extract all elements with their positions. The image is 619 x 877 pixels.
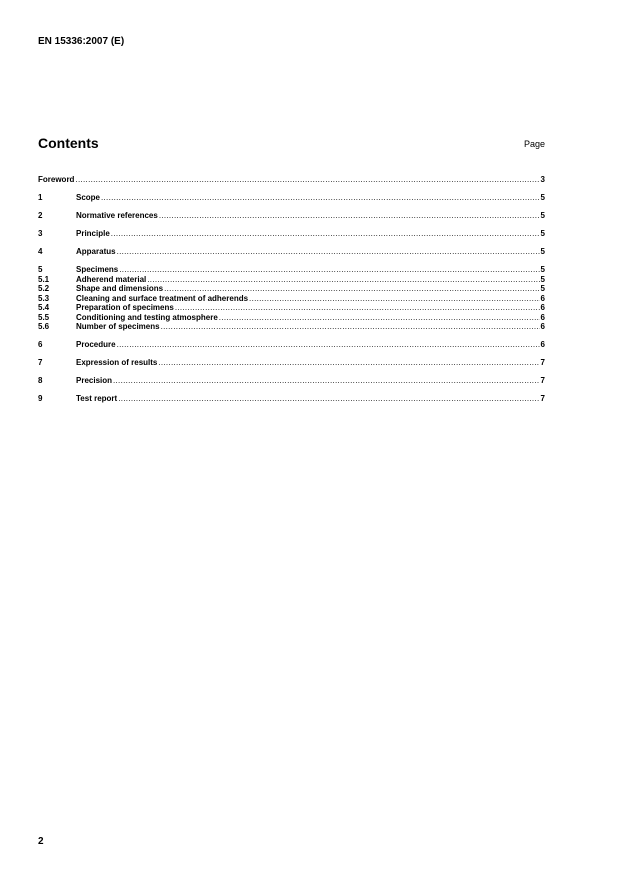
toc-leader-dots [118,394,539,404]
toc-entry-number: 6 [38,340,43,349]
toc-leader-dots [111,229,540,239]
toc-leader-dots [249,294,540,304]
toc-entry-foreword[interactable] [38,175,545,185]
toc-leader-dots [175,303,540,313]
toc-leader-dots [219,313,540,323]
toc-leader-dots [117,247,540,257]
toc-entry-number: 3 [38,229,43,238]
toc-entry-number: 5.1 [38,274,50,284]
toc-entry-1[interactable] [38,193,545,203]
toc-entry-title: Cleaning and surface treatment of adherends [76,293,249,303]
toc-entry-page: 5 [540,265,545,274]
toc-entry-number: 7 [38,358,43,367]
toc-entry-title: Normative references [76,211,158,220]
toc-entry-4[interactable] [38,247,545,257]
toc-leader-dots [75,175,539,185]
toc-entry-page: 5 [540,284,545,293]
toc-entry-page: 3 [540,175,545,184]
toc-entry-title: Shape and dimensions [76,284,164,293]
toc-entry-9[interactable] [38,394,545,404]
toc-entry-title: Apparatus [76,247,116,256]
document-header: EN 15336:2007 (E) [38,36,125,47]
toc-leader-dots [101,193,540,203]
toc-entry-page: 5 [540,211,545,220]
toc-entry-page: 6 [540,322,545,331]
toc-entry-8[interactable] [38,376,545,386]
toc-entry-page: 6 [540,312,545,322]
toc-entry-number: 5.5 [38,312,50,322]
toc-entry-title: Number of specimens [76,322,160,331]
toc-entry-number: 5.6 [38,322,50,331]
toc-entry-6[interactable] [38,340,545,350]
toc-entry-5-2[interactable] [38,284,545,294]
toc-entry-page: 5 [540,247,545,256]
toc-entry-5-6[interactable] [38,322,545,332]
toc-entry-page: 5 [540,193,545,202]
toc-entry-number: 5.2 [38,284,50,293]
toc-entry-title: Principle [76,229,110,238]
toc-entry-page: 7 [540,376,545,385]
toc-entry-number: 5.4 [38,303,50,312]
toc-entry-page: 7 [540,394,545,403]
toc-entry-number: 5 [38,265,43,274]
toc-entry-5-3[interactable] [38,294,545,304]
toc-entry-5-1[interactable] [38,275,545,285]
toc-leader-dots [147,275,539,285]
toc-leader-dots [117,340,540,350]
toc-leader-dots [113,376,540,386]
toc-entry-page: 6 [540,340,545,349]
toc-entry-page: 7 [540,358,545,367]
contents-title: Contents [38,135,99,151]
toc-entry-title: Preparation of specimens [76,303,174,312]
toc-entry-number: 5.3 [38,293,50,303]
toc-entry-number: 9 [38,394,43,403]
toc-leader-dots [158,358,539,368]
toc-entry-title: Expression of results [76,358,158,367]
table-of-contents [38,175,545,404]
toc-entry-7[interactable] [38,358,545,368]
toc-entry-title: Specimens [76,265,119,274]
toc-entry-title: Foreword [38,175,75,184]
page-column-label: Page [523,139,545,149]
toc-entry-title: Precision [76,376,113,385]
toc-leader-dots [161,322,540,332]
toc-entry-number: 1 [38,193,43,202]
toc-entry-title: Conditioning and testing atmosphere [76,312,218,322]
toc-entry-number: 8 [38,376,43,385]
toc-entry-2[interactable] [38,211,545,221]
toc-entry-5[interactable] [38,265,545,275]
toc-entry-page: 6 [540,293,545,303]
toc-entry-number: 2 [38,211,43,220]
toc-entry-3[interactable] [38,229,545,239]
toc-entry-page: 5 [540,229,545,238]
toc-leader-dots [164,284,539,294]
toc-leader-dots [119,265,539,275]
toc-entry-title: Procedure [76,340,116,349]
toc-entry-page: 6 [540,303,545,312]
toc-entry-page: 5 [540,274,545,284]
page-number: 2 [38,836,44,847]
toc-entry-5-5[interactable] [38,313,545,323]
toc-entry-title: Adherend material [76,274,147,284]
toc-entry-number: 4 [38,247,43,256]
toc-entry-title: Test report [76,394,118,403]
toc-leader-dots [159,211,540,221]
toc-entry-5-4[interactable] [38,303,545,313]
toc-entry-title: Scope [76,193,101,202]
